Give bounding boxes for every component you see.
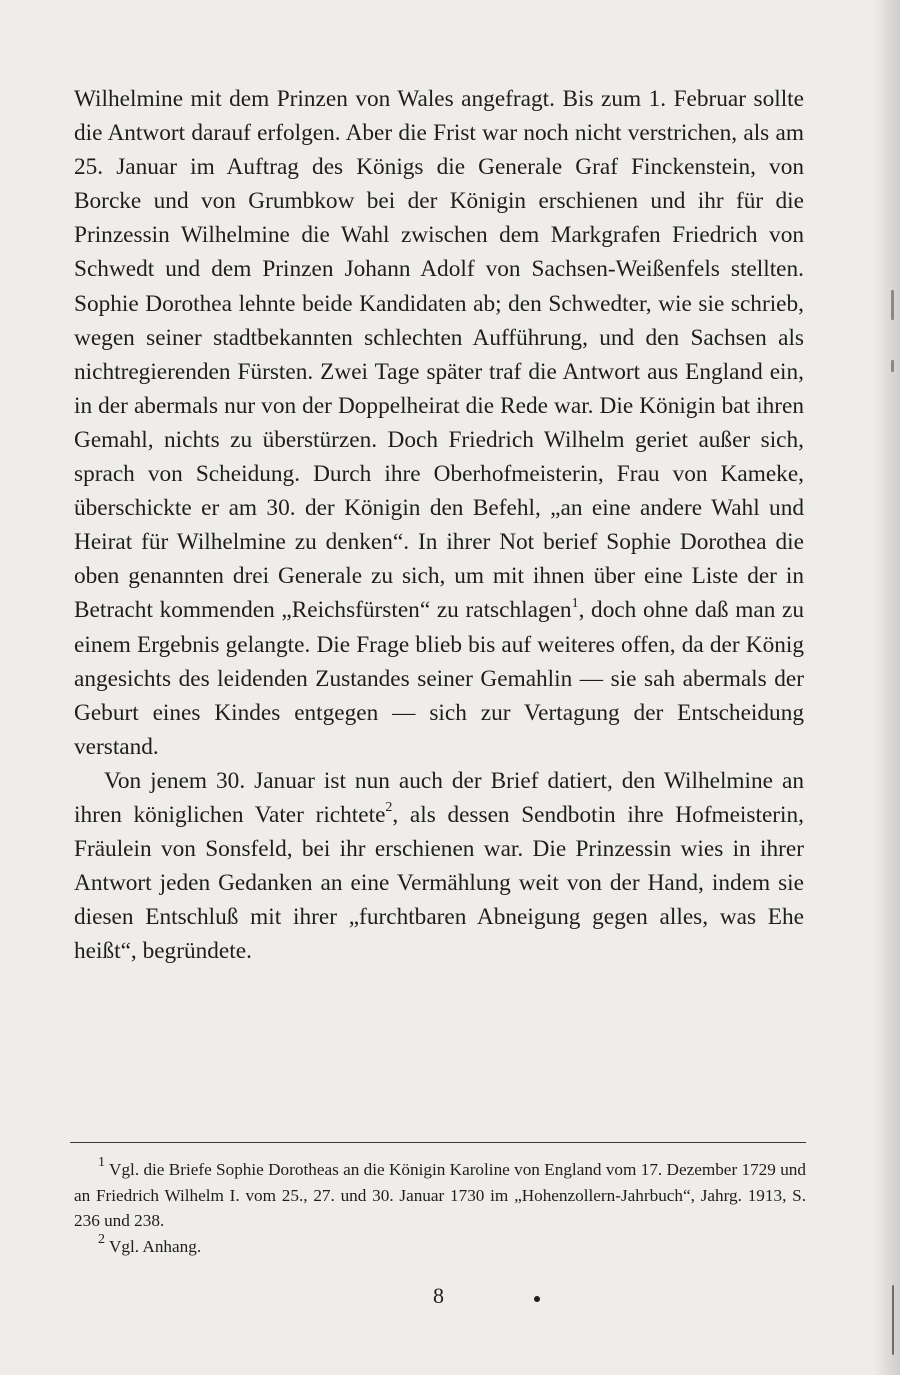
edge-mark xyxy=(892,1285,894,1355)
footnote xyxy=(74,1231,806,1260)
edge-mark xyxy=(891,360,894,372)
paragraph xyxy=(74,764,804,969)
footnote-marker: 2 xyxy=(98,1231,105,1247)
paragraph-text-continued: , doch ohne daß man zu einem Ergebnis gelangte. Die Frage blieb bis auf weiteres offen, da der König angesichts des leidenden Zustandes seiner Gemahlin — sie sah abermals der Geburt eines Kindes entgegen — sich zur Vertagung der Entscheidung verstand. xyxy=(74,597,804,760)
footnote-separator xyxy=(70,1142,806,1143)
footnotes xyxy=(74,1157,806,1259)
edge-mark xyxy=(891,290,894,320)
paragraph-text: Von jenem 30. Januar ist nun auch der Brief datiert, den Wilhelmine an ihren königlichen Vater richtete xyxy=(74,767,804,828)
footnote xyxy=(74,1157,806,1234)
footnote-reference[interactable]: 2 xyxy=(385,800,393,816)
footnote-text: Vgl. die Briefe Sophie Dorotheas an die Königin Karoline von England vom 17. Dezember 1729 und an Friedrich Wilhelm I. vom 25., 27. und 30. Januar 1730 im „Hohenzollern-Jahrbuch“, Jahrg. 1913, S. 236 und 238. xyxy=(74,1160,806,1230)
main-text xyxy=(74,82,804,968)
footnote-text: Vgl. Anhang. xyxy=(109,1236,202,1256)
paragraph-text-continued: , als dessen Sendbotin ihre Hofmeisterin, Fräulein von Sonsfeld, bei ihr erschienen war. Die Prinzessin wies in ihrer Antwort jeden Gedanken an eine Vermählung weit von der Hand, indem sie diesen Entschluß mit ihrer „furchtbaren Abneigung gegen alles, was Ehe heißt“, begründete. xyxy=(74,801,804,965)
page-number: 8 xyxy=(433,1283,444,1308)
footnote-reference[interactable]: 1 xyxy=(571,595,579,611)
footnote-marker: 1 xyxy=(98,1155,105,1171)
page-edge-shadow xyxy=(874,0,900,1375)
paragraph-text: Wilhelmine mit dem Prinzen von Wales angefragt. Bis zum 1. Februar sollte die Antwort darauf erfolgen. Aber die Frist war noch nicht verstrichen, als am 25. Januar im Auftrag des Königs die Generale Graf Finckenstein, von Borcke und von Grumbkow bei der Königin erschienen und ihr für die Prinzessin Wilhelmine die Wahl zwischen dem Markgrafen Friedrich von Schwedt und dem Prinzen Johann Adolf von Sachsen-Weißenfels stellten. Sophie Dorothea lehnte beide Kandidaten ab; den Schwedter, wie sie schrieb, wegen seiner stadtbekannten schlechten Aufführung, und den Sachsen als nichtregierenden Fürsten. Zwei Tage später traf die Antwort aus England ein, in der abermals nur von der Doppelheirat die Rede war. Die Königin bat ihren Gemahl, nichts zu überstürzen. Doch Friedrich Wilhelm geriet außer sich, sprach von Scheidung. Durch ihre Oberhofmeisterin, Frau von Kameke, überschickte er am 30. der Königin den Befehl, „an eine andere Wahl und Heirat für Wilhelmine zu denken“. In ihrer Not berief Sophie Dorothea die oben genannten drei Generale zu sich, um mit ihnen über eine Liste der in Betracht kommenden „Reichsfürsten“ zu ratschlagen xyxy=(74,86,804,624)
paragraph xyxy=(74,82,804,764)
ink-dot xyxy=(534,1296,540,1302)
